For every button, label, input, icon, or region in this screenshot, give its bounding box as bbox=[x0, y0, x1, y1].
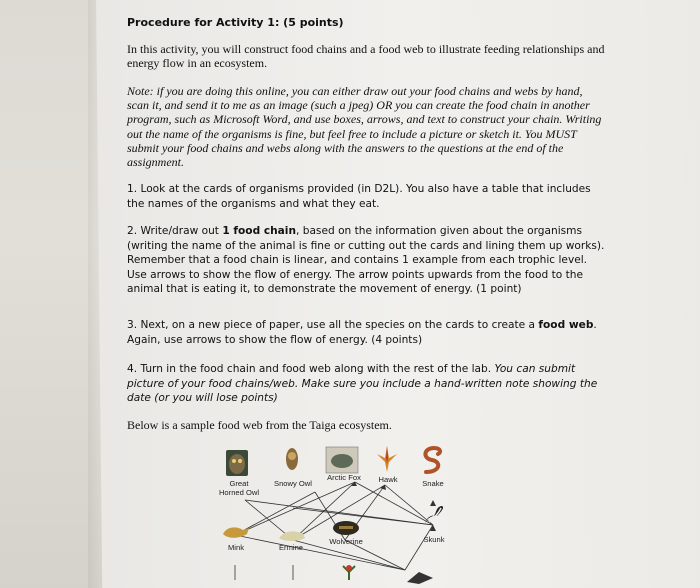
step-3-text-a: 3. Next, on a new piece of paper, use all the species on the cards to create a bbox=[127, 319, 539, 331]
snowy-owl-icon bbox=[281, 446, 303, 476]
step-2-text-b: , based on the information given about the organisms (writing the name of the animal is fine or cutting out the cards and lining them up works). Remember that a food chain is linear, and contains 1 example from each trophic level. Use arrows to show the flow of energy. The arrow points upwards from the food to the animal that is eating it, to demonstrate the movement of energy. (1 point) bbox=[127, 225, 605, 295]
hawk-icon bbox=[375, 444, 399, 474]
step-2-text-a: 2. Write/draw out bbox=[127, 225, 223, 237]
skunk-label: Skunk bbox=[423, 535, 445, 544]
procedure-heading: Procedure for Activity 1: (5 points) bbox=[127, 16, 344, 29]
mink-icon bbox=[221, 522, 251, 542]
step-4-italic: You can submit picture of your food chains/web. Make sure you include a hand-written note showing the date (or you will lose points) bbox=[127, 363, 598, 404]
wolverine-icon bbox=[331, 516, 361, 538]
animal-icon bbox=[405, 566, 435, 586]
great-horned-owl-label: Great Horned Owl bbox=[218, 479, 260, 497]
step-3 bbox=[127, 318, 607, 347]
sample-intro: Below is a sample food web from the Taiga ecosystem. bbox=[127, 418, 392, 432]
step-3-text-b: . Again, use arrows to show the flow of energy. (4 points) bbox=[127, 319, 597, 346]
step-2-bold: 1 food chain bbox=[222, 225, 296, 237]
skunk-icon bbox=[421, 504, 447, 530]
plant-icon bbox=[337, 562, 361, 582]
step-4-text-a: 4. Turn in the food chain and food web along with the rest of the lab. bbox=[127, 363, 495, 375]
arctic-fox-label: Arctic Fox bbox=[327, 473, 361, 482]
ermine-label: Ermine bbox=[278, 543, 304, 552]
taiga-food-web bbox=[205, 440, 475, 588]
great-horned-owl-icon bbox=[225, 448, 251, 478]
arctic-fox-icon bbox=[325, 446, 359, 476]
step-1: 1. Look at the cards of organisms provided (in D2L). You also have a table that includes the names of the organisms and what they eat. bbox=[127, 183, 591, 210]
snake-label: Snake bbox=[422, 479, 444, 488]
step-4 bbox=[127, 362, 607, 406]
step-2 bbox=[127, 224, 607, 297]
snake-icon bbox=[420, 442, 446, 476]
web-line bbox=[235, 535, 405, 570]
wolverine-label: Wolverine bbox=[329, 537, 363, 546]
web-line bbox=[405, 525, 433, 570]
mink-label: Mink bbox=[227, 543, 245, 552]
web-line bbox=[293, 508, 433, 525]
snowy-owl-label: Snowy Owl bbox=[274, 479, 312, 488]
note-text: if you are doing this online, you can either draw out your food chains and webs by hand, scan it, and send it to me as an image (such a jpeg) OR you can create the food chain in another program, such as Microsoft Word, and use boxes, arrows, and text to construct your chain. Writing out the name of the organisms is fine, but feel free to include a picture or sketch it. You MUST submit your food chains and webs along with the answers to the questions at the end of the assignment. bbox=[127, 84, 602, 170]
intro-paragraph: In this activity, you will construct food chains and a food web to illustrate feeding relationships and energy flow in an ecosystem. bbox=[127, 42, 605, 71]
note-paragraph bbox=[127, 84, 607, 169]
hawk-label: Hawk bbox=[378, 475, 398, 484]
ermine-icon bbox=[277, 524, 307, 544]
note-label: Note: bbox=[127, 84, 154, 98]
step-3-bold: food web bbox=[538, 319, 594, 331]
